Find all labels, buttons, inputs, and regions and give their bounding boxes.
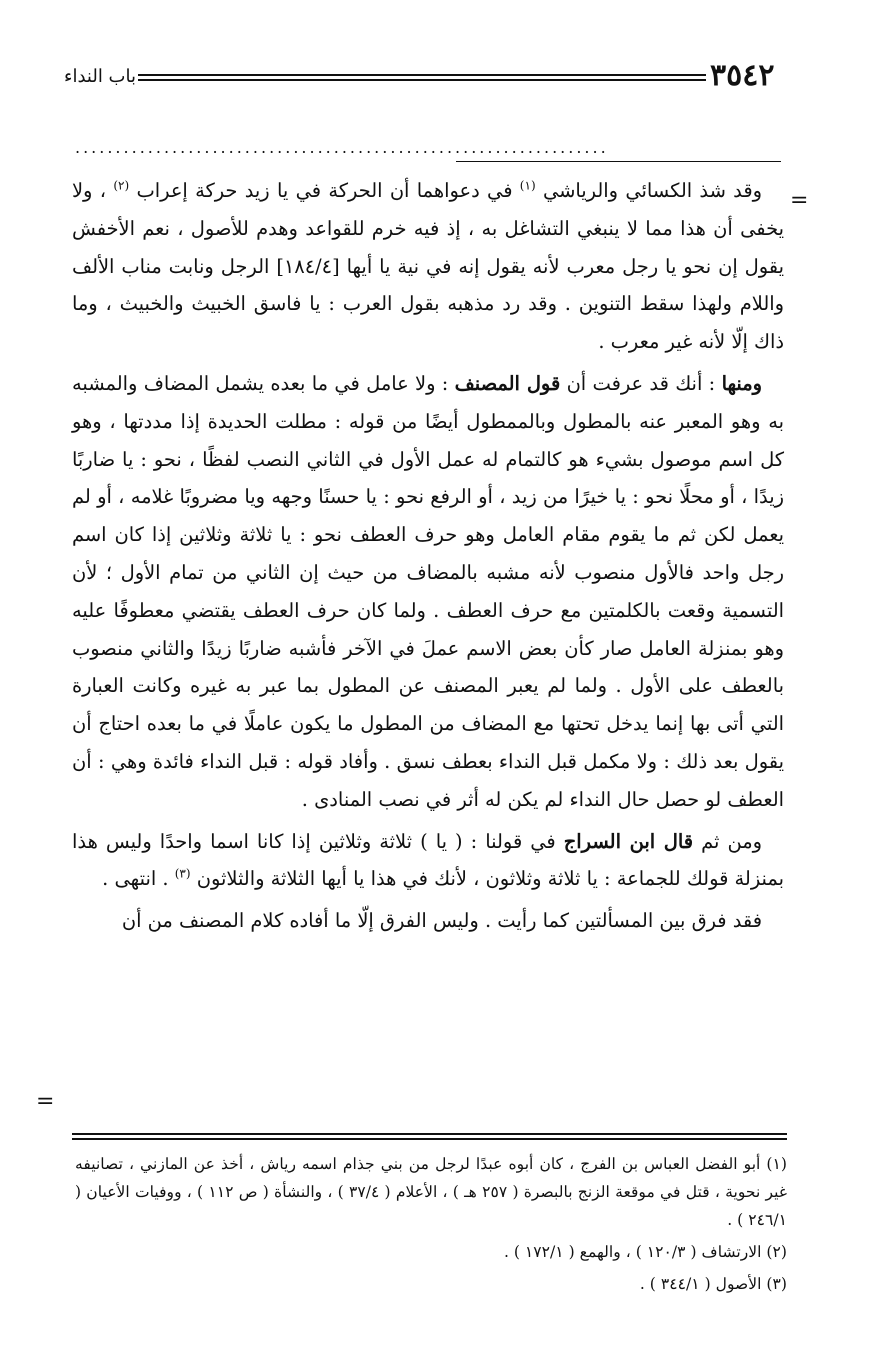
- footnote-ref-2: (٢): [113, 178, 130, 193]
- header-rule: [138, 74, 706, 81]
- paragraph-3: ومن ثم قال ابن السراج في قولنا : ( يا ) ثلاثة وثلاثين إذا كانا اسما واحدًا وليس هذا بمنزلة قولك للجماعة : يا ثلاثة وثلاثون ، لأنك في هذا يا أيها الثلاثة والثلاثون $^{(٣)}$ . انتهى .: [72, 829, 784, 891]
- page-number: ٣٥٤٢: [710, 58, 775, 93]
- footnote-ref-1: (١): [519, 178, 536, 193]
- footnotes: [75, 1150, 787, 1302]
- separator-rule: [456, 161, 781, 162]
- paragraph-2: ومنها : أنك قد عرفت أن قول المصنف : ولا عامل في ما بعده يشمل المضاف والمشبه به وهو المعبر عنه بالمطول وبالممطول أيضًا من قوله : مطلت الحديدة إذا مددتها ، وهو كل اسم موصول بشيء هو كالتمام له عمل الأول في الثاني النصب لفظًا ، نحو : يا ضاربًا زيدًا ، أو محلًا نحو : يا خيرًا من زيد ، أو الرفع نحو : يا حسنًا وجهه ويا مضروبًا غلامه ، أو لم يعمل لكن ثم ما يقوم مقام العامل وهو حرف العطف نحو : يا ثلاثة وثلاثين إذا كان اسم رجل واحد فالأول منصوب لأنه مشبه بالمضاف من حيث إن الثاني من تمام الأول ؛ لأن التسمية وقعت بالكلمتين مع حرف العطف . ولما كان حرف العطف يقتضي معطوفًا عليه وهو بمنزلة العامل صار كأن بعض الاسم عملَ في الآخر فأشبه ضاربًا زيدًا والثاني منصوب بالعطف على الأول . ولما لم يعبر المصنف عن المطول بما عبر به غيره وكانت العبارة التي أتى بها إنما يدخل تحتها مع المضاف من المطول ما يكون عاملًا في ما بعده احتاج أن يقول بعد ذلك : ولا مكمل قبل النداء بعطف نسق . وأفاد قوله : قبل النداء فائدة وهي : أن العطف لو حصل حال النداء لم يكن له أثر في نصب المنادى .: [72, 371, 784, 811]
- main-text: [72, 172, 784, 944]
- continuation-mark-left: =: [36, 1089, 55, 1114]
- footnote-2: (٢) الارتشاف ( ١٢٠/٣ ) ، والهمع ( ١٧٢/١ ) .: [503, 1243, 787, 1261]
- paragraph-1: وقد شذ الكسائي والرياشي $^{(١)}$ في دعواهما أن الحركة في يا زيد حركة إعراب $^{(٢)}$ ، ولا يخفى أن هذا مما لا ينبغي التشاغل به ، إذ فيه خرم للقواعد وهدم للأصول ، نعم الأخفش يقول إن نحو يا رجل معرب لأنه يقول إنه في نية يا أيها [١٨٤/٤] الرجل ونابت مناب الألف واللام ولهذا سقط التنوين . وقد رد مذهبه بقول العرب : يا فاسق الخبيث والخبيث ، وما ذاك إلّا لأنه غير معرب .: [72, 178, 784, 354]
- footnote-ref-3: (٣): [174, 866, 191, 881]
- chapter-title: باب النداء: [64, 66, 136, 87]
- footnote-1: (١) أبو الفضل العباس بن الفرج ، كان أبوه عبدًا لرجل من بني جذام اسمه رياش ، أخذ عن المازني ، تصانيفه غير نحوية ، قتل في موقعة الزنج بالبصرة ( ٢٥٧ هـ ) ، الأعلام ( ٣٧/٤ ) ، والنشأة ( ص ١١٢ ) ، ووفيات الأعيان ( ٢٤٦/١ ) .: [75, 1155, 787, 1229]
- paragraph-4: فقد فرق بين المسألتين كما رأيت . وليس الفرق إلّا ما أفاده كلام المصنف من أن: [121, 909, 762, 933]
- separator-dots: ..................................................................: [75, 138, 609, 157]
- continuation-mark-right: =: [790, 188, 809, 213]
- footnote-3: (٣) الأصول ( ٣٤٤/١ ) .: [639, 1275, 787, 1293]
- footnote-rule: [72, 1133, 787, 1140]
